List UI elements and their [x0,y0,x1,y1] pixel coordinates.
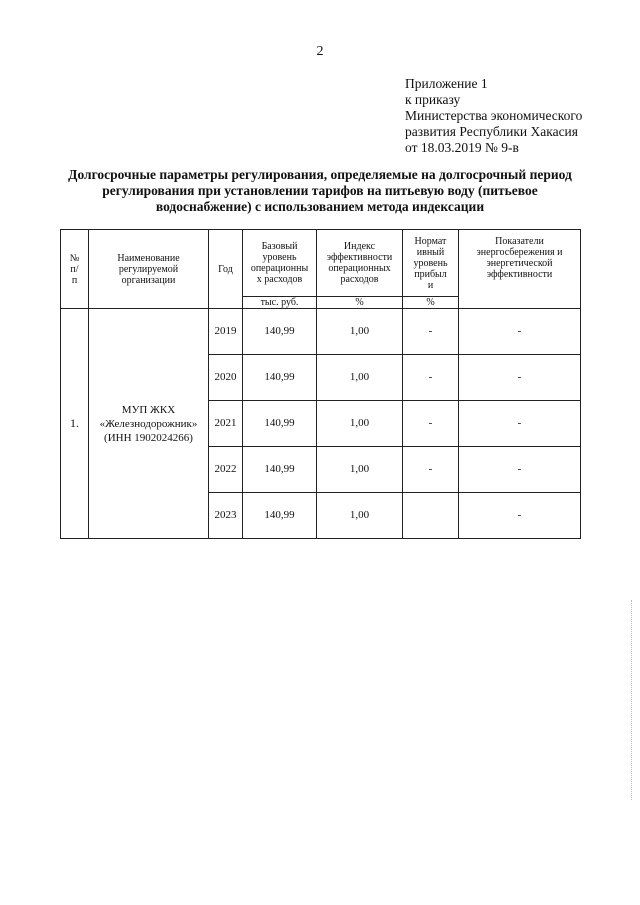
header-base-line: Базовый [261,241,298,252]
cell-profit: - [403,309,459,355]
cell-base: 140,99 [243,447,317,493]
header-org [89,230,209,309]
cell-year: 2021 [209,401,243,447]
cell-index: 1,00 [317,401,403,447]
header-org-line: Наименование [117,252,180,264]
cell-energy: - [459,447,581,493]
header-index-line: эффективности [326,252,393,263]
title-line: регулирования при установлении тарифов на питьевую воду (питьевое [102,183,538,198]
unit-base: тыс. руб. [243,297,317,309]
header-energy-line: энергосбережения и [476,247,563,258]
appendix-line: развития Республики Хакасия [405,124,578,139]
header-num-line: п [71,274,78,286]
header-energy-line: Показатели [495,236,544,247]
header-org-line: организации [121,274,176,286]
header-energy-line: эффективности [486,269,553,280]
header-index [317,230,403,297]
title-line: Долгосрочные параметры регулирования, определяемые на долгосрочный период [68,167,572,182]
cell-profit: - [403,447,459,493]
cell-energy: - [459,309,581,355]
header-base [243,230,317,297]
cell-base: 140,99 [243,355,317,401]
header-org-line: регулируемой [118,263,179,275]
header-num-line: № [69,252,80,264]
org-name-line: (ИНН 1902024266) [104,431,193,444]
header-index-line: Индекс [343,241,376,252]
header-base-line: операционны [250,263,309,274]
title-line: водоснабжение) с использованием метода индексации [155,199,485,214]
appendix-block [405,76,582,156]
header-profit-line: Нормат [414,235,447,247]
cell-profit [403,493,459,539]
cell-profit: - [403,355,459,401]
org-name-line: МУП ЖКХ [121,403,176,416]
page-number: 2 [316,44,324,59]
cell-index: 1,00 [317,309,403,355]
cell-energy: - [459,493,581,539]
document-title [60,167,580,215]
header-profit-line: ивный [416,246,445,258]
header-profit-line: и [427,279,434,291]
header-index-line: расходов [340,274,379,285]
header-base-line: уровень [262,252,297,263]
header-base-line: х расходов [256,274,303,285]
header-profit-line: прибыл [414,268,447,280]
header-row [61,230,581,297]
cell-year: 2020 [209,355,243,401]
appendix-line: Приложение 1 [405,76,488,91]
cell-year: 2019 [209,309,243,355]
org-number: 1. [61,309,89,539]
cell-base: 140,99 [243,401,317,447]
org-name-line: «Железнодорожник» [99,417,198,430]
cell-index: 1,00 [317,493,403,539]
cell-index: 1,00 [317,447,403,493]
appendix-line: Министерства экономического [405,108,583,123]
header-energy [459,230,581,309]
header-index-line: операционных [328,263,391,274]
cell-energy: - [459,355,581,401]
cell-year: 2023 [209,493,243,539]
org-name [89,309,209,539]
header-profit-line: уровень [413,257,448,269]
cell-profit: - [403,401,459,447]
header-num [61,230,89,309]
cell-base: 140,99 [243,493,317,539]
header-num-line: п/ [70,263,79,275]
appendix-line: от 18.03.2019 № 9-в [405,140,519,155]
cell-year: 2022 [209,447,243,493]
appendix-line: к приказу [405,92,461,107]
unit-index: % [317,297,403,309]
cell-index: 1,00 [317,355,403,401]
scan-edge-line [630,600,632,800]
unit-profit: % [403,297,459,309]
header-profit [403,230,459,297]
parameters-table [60,229,581,539]
header-energy-line: энергетической [486,258,553,269]
cell-energy: - [459,401,581,447]
header-year: Год [209,230,243,309]
cell-base: 140,99 [243,309,317,355]
table-row [61,309,581,355]
